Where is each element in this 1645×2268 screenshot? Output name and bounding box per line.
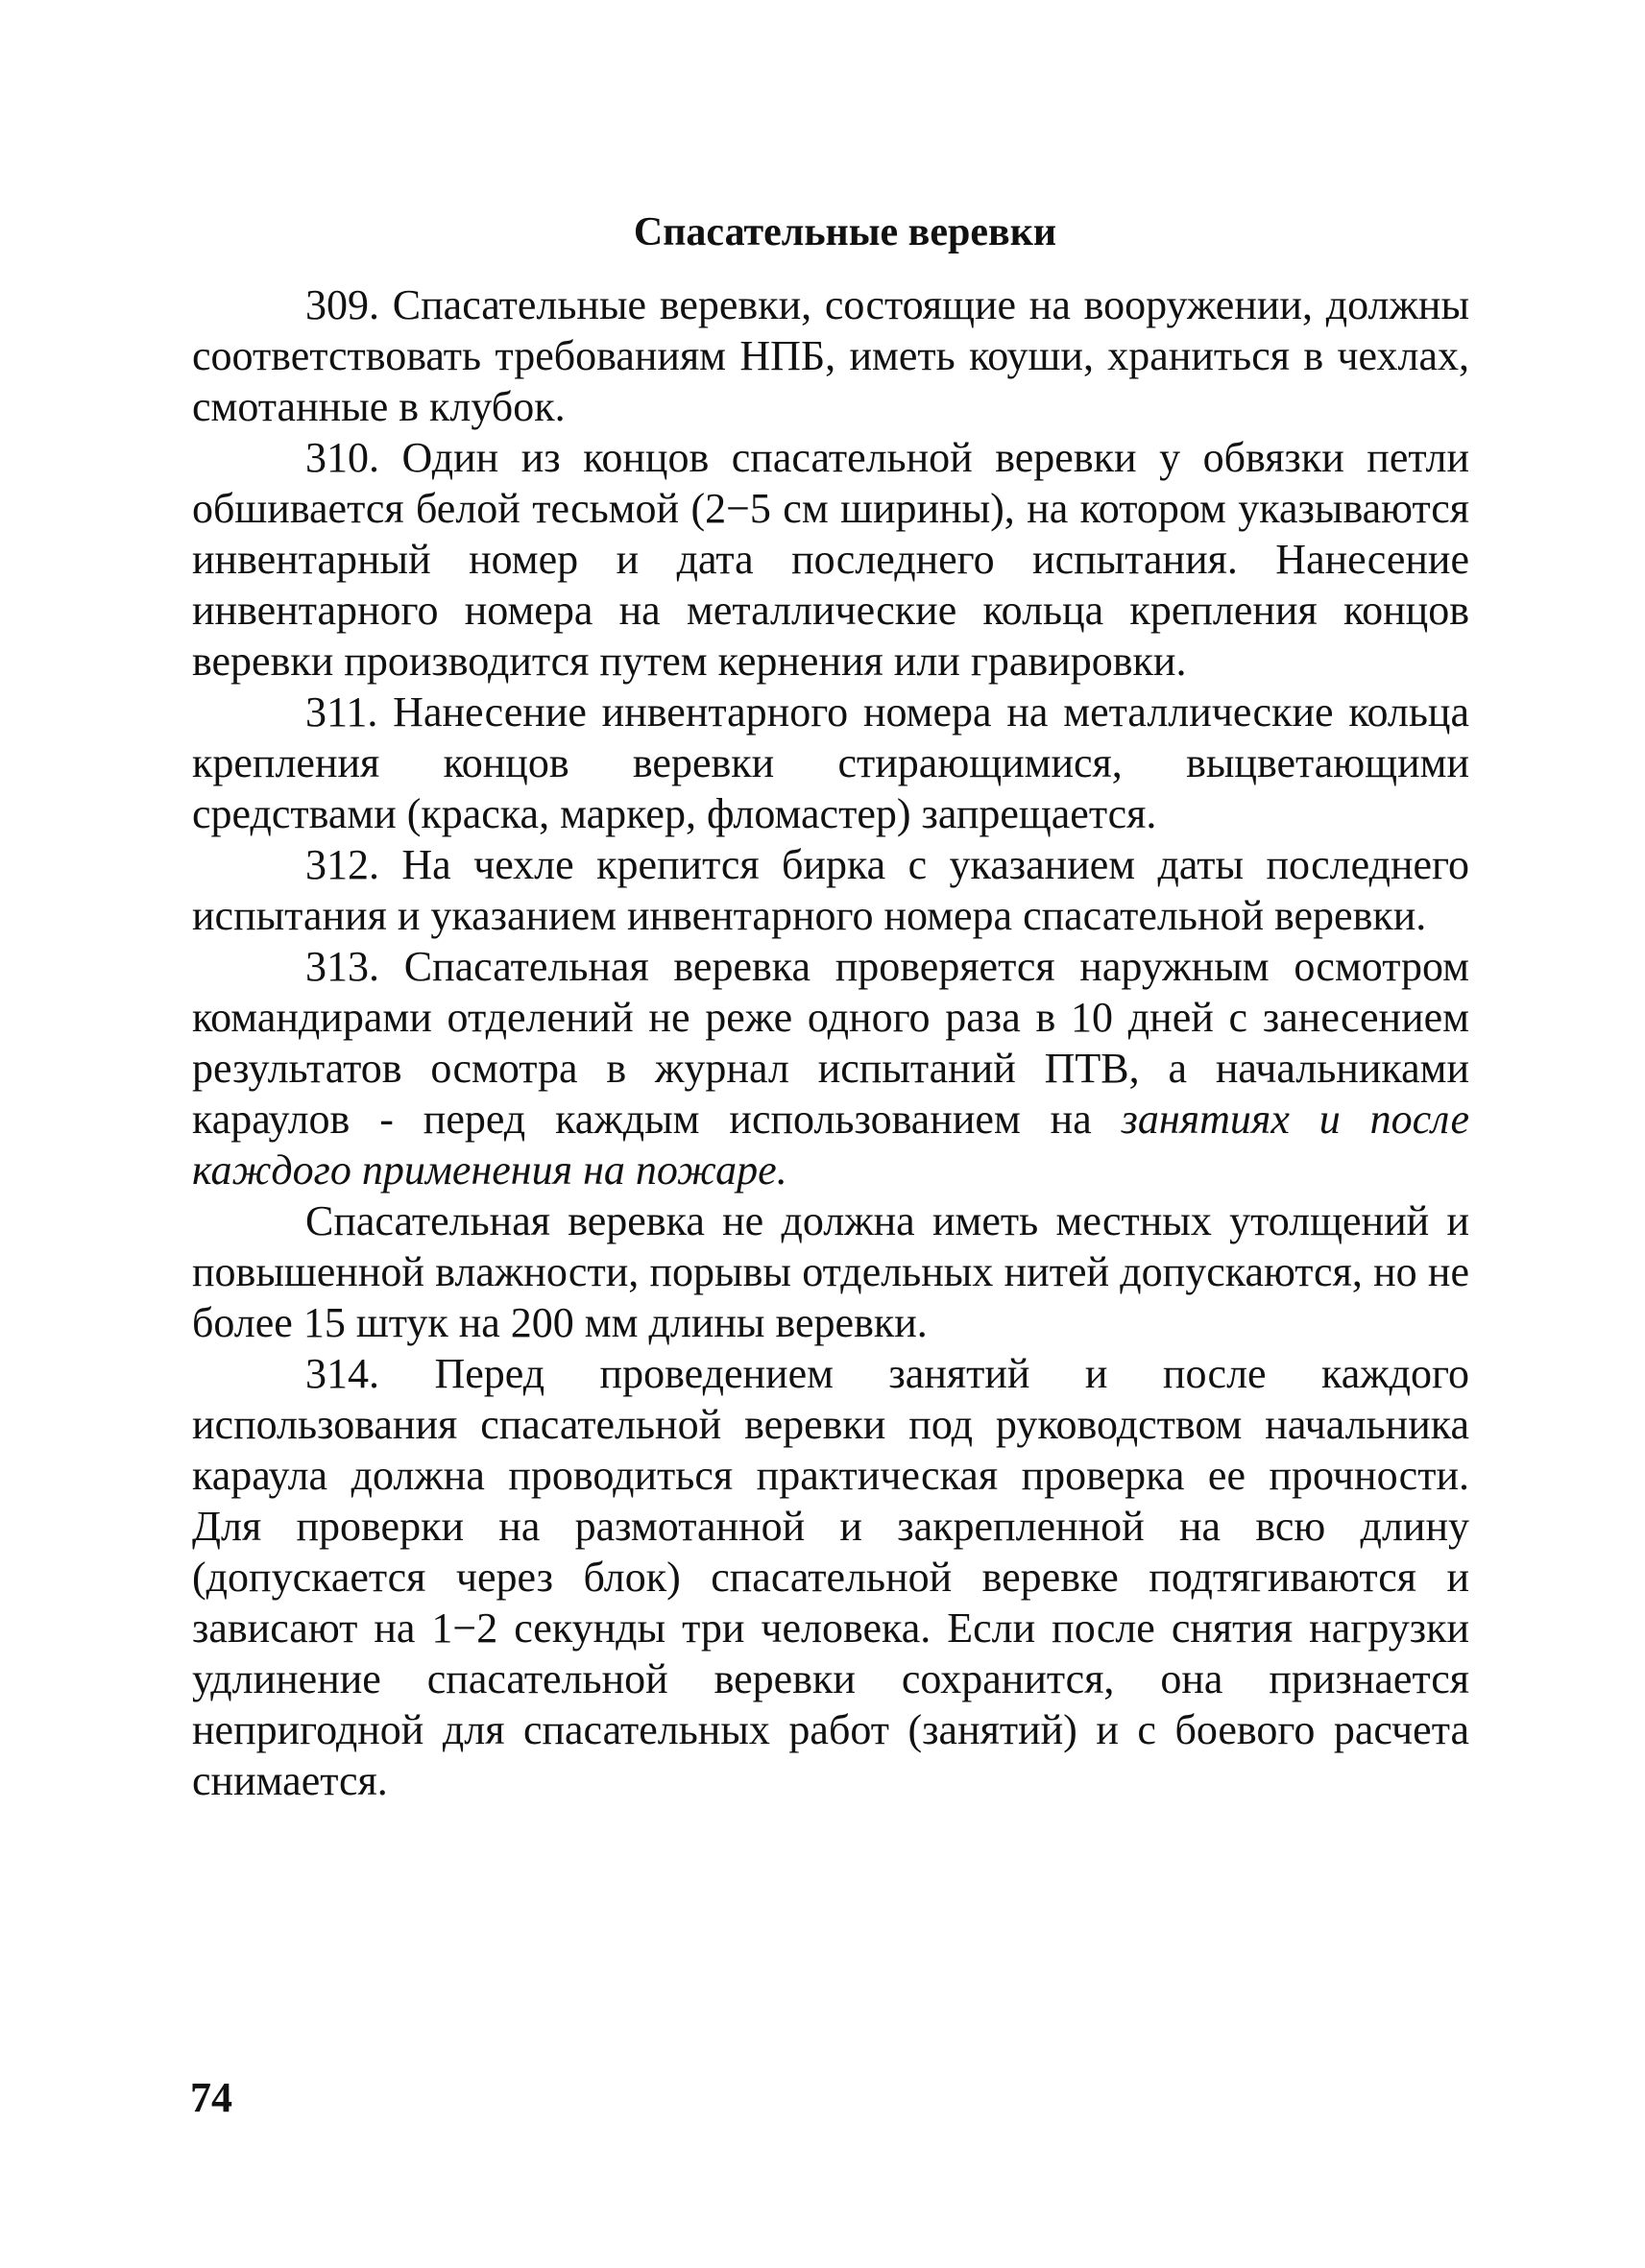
section-heading: Спасательные веревки — [633, 210, 1057, 254]
paragraph-313-continuation: Спасательная веревка не должна иметь местных утолщений и повышенной влажности, порывы отдельных нитей допускаются, но не более 15 штук на 200 мм длины веревки. — [192, 1197, 1469, 1346]
page-number: 74 — [190, 2074, 232, 2121]
page-content — [192, 187, 1469, 1806]
paragraph-313-italic: занятиях и после каждого применения на пожаре. — [192, 1096, 1469, 1194]
paragraph-312: 312. На чехле крепится бирка с указанием даты последнего испытания и указанием инвентарного номера спасательной веревки. — [192, 841, 1469, 939]
paragraph-310: 310. Один из концов спасательной веревки у обвязки петли обшивается белой тесьмой (2−5 см ширины), на котором указываются инвентарный номер и дата последнего испытания. Нанесение инвентарного номера на металлические кольца крепления концов веревки производится путем кернения или гравировки. — [192, 434, 1469, 685]
paragraph-313 — [192, 941, 1469, 1195]
paragraph-313-main: 313. Спасательная веревка проверяется наружным осмотром командирами отделений не реже одного раза в 10 дней с занесением результатов осмотра в журнал испытаний ПТВ, а начальниками караулов - перед каждым использованием на — [192, 943, 1469, 1143]
paragraph-314: 314. Перед проведением занятий и после каждого использования спасательной веревки под руководством начальника караула должна проводиться практическая проверка ее прочности. Для проверки на размотанной и закрепленной на всю длину (допускается через блок) спасательной веревке подтягиваются и зависают на 1−2 секунды три человека. Если после снятия нагрузки удлинение спасательной веревки сохранится, она признается непригодной для спасательных работ (занятий) и с боевого расчета снимается. — [192, 1350, 1469, 1804]
paragraph-311: 311. Нанесение инвентарного номера на металлические кольца крепления концов веревки стирающимися, выцветающими средствами (краска, маркер, фломастер) запрещается. — [192, 688, 1469, 837]
paragraph-309: 309. Спасательные веревки, состоящие на вооружении, должны соответствовать требованиям НПБ, иметь коуши, храниться в чехлах, смотанные в клубок. — [192, 281, 1469, 430]
